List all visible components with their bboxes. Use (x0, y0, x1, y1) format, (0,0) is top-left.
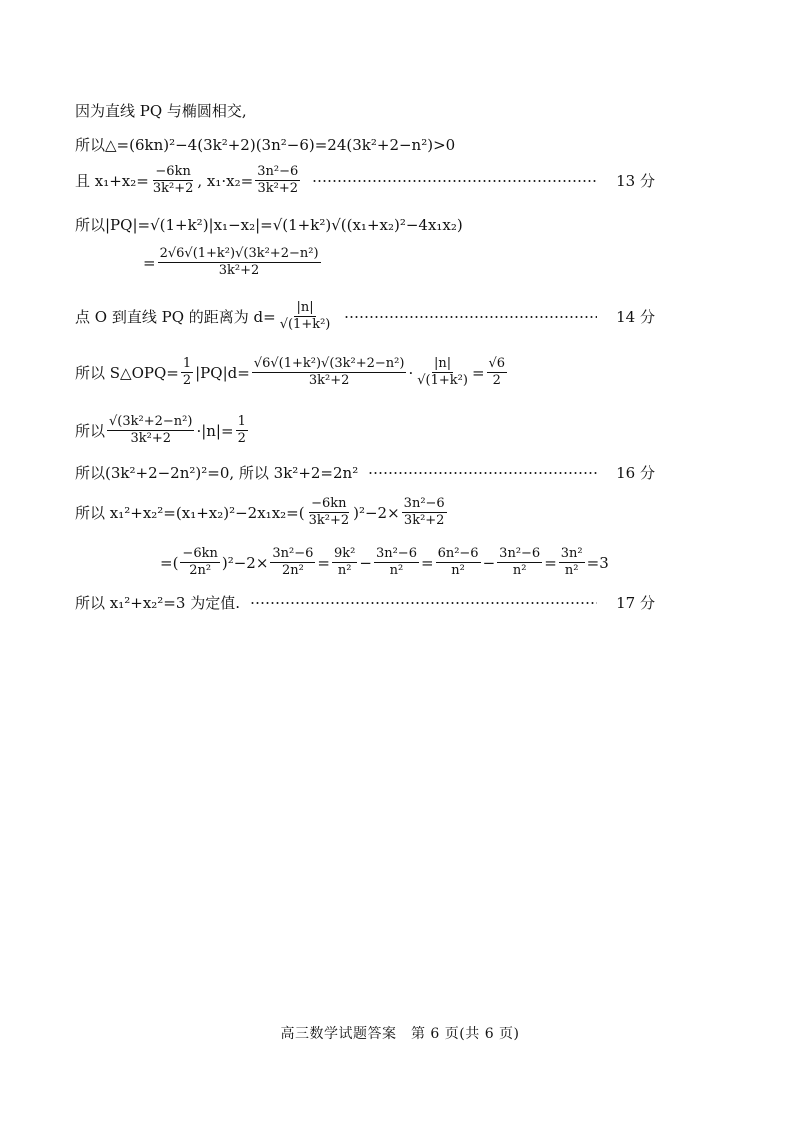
line-sum-squares-simplify: =( $\frac{-6kn}{\text{2n²}}$ )²−2× $\frac{\text{3n²−6}}{\text{2n²}}$ = $\frac{\text{9k²}}{\text{n²}}$ − $\frac{\text{3n²−6}}{\text{n²}}$ = $\frac{\text{6n²−6}}{\text{n²}}$ − $\frac{\text{3n²−6}}{\text{n²}}$ = $\frac{\text{3n²}}{\text{n²}}$ =3 (160, 546, 609, 579)
fraction: $\frac{\text{3n²−6}}{\text{n²}}$ (375, 546, 417, 579)
line-chord-length-result: = $\frac{\text{2√6√(1+k²)√(3k²+2−n²)}}{\text{3k²+2}}$ (143, 246, 319, 279)
fraction: $\frac{1}{2}$ (182, 356, 192, 389)
fraction: $\frac{\text{3n²−6}}{\text{n²}}$ (499, 546, 541, 579)
fraction: $\frac{-6kn}{\text{2n²}}$ (182, 546, 218, 579)
fraction: $\frac{\text{9k²}}{\text{n²}}$ (334, 546, 356, 579)
fraction: $\frac{\text{√6√(1+k²)√(3k²+2−n²)}}{\text{3k²+2}}$ (253, 356, 405, 389)
line-relation: 所以(3k²+2−2n²)²=0, 所以 3k²+2=2n² 16 分 (75, 464, 655, 482)
fraction: $\frac{1}{2}$ (237, 414, 246, 447)
dot-leader (250, 602, 597, 604)
line-chord-length: 所以|PQ|=√(1+k²)|x₁−x₂|=√(1+k²)√((x₁+x₂)²−4x₁x₂) (75, 216, 463, 234)
dot-leader (368, 472, 597, 474)
line-area-equation: 所以 $\frac{\text{√(3k²+2−n²)}}{\text{3k²+2}}$ ·|n|= $\frac{1}{2}$ (75, 414, 246, 447)
dot-leader (344, 316, 597, 318)
score-mark: 14 分 (616, 308, 655, 327)
fraction: $\frac{\text{6n²−6}}{\text{n²}}$ (437, 546, 479, 579)
fraction: $\frac{|n|}{\text{√(1+k²)}}$ (417, 356, 468, 389)
line-distance: 点 O 到直线 PQ 的距离为 d= $\frac{|n|}{\text{√(1+k²)}}$ 14 分 (75, 300, 655, 333)
fraction: $\frac{\text{3n²−6}}{\text{3k²+2}}$ (257, 164, 299, 197)
line-sum-squares: 所以 x₁²+x₂²=(x₁+x₂)²−2x₁x₂=( $\frac{-6kn}{\text{3k²+2}}$ )²−2× $\frac{\text{3n²−6}}{\text{3k²+2}}$ (75, 496, 445, 529)
score-mark: 17 分 (616, 594, 655, 612)
line-discriminant: 所以△=(6kn)²−4(3k²+2)(3n²−6)=24(3k²+2−n²)>0 (75, 136, 456, 154)
line-intersect: 因为直线 PQ 与椭圆相交, (75, 102, 247, 120)
page-footer: 高三数学试题答案 第 6 页(共 6 页) (280, 1026, 520, 1042)
fraction: $\frac{-6kn}{\text{3k²+2}}$ (152, 164, 194, 197)
fraction: $\frac{\text{3n²−6}}{\text{3k²+2}}$ (403, 496, 445, 529)
fraction: $\frac{\text{√(3k²+2−n²)}}{\text{3k²+2}}$ (109, 414, 193, 447)
score-mark: 13 分 (616, 172, 655, 191)
score-mark: 16 分 (616, 464, 655, 482)
dot-leader (312, 180, 597, 182)
fraction: $\frac{\text{3n²}}{\text{n²}}$ (560, 546, 583, 579)
fraction: $\frac{\text{2√6√(1+k²)√(3k²+2−n²)}}{\text{3k²+2}}$ (159, 246, 319, 279)
fraction: $\frac{\text{3n²−6}}{\text{2n²}}$ (272, 546, 314, 579)
fraction: $\frac{-6kn}{\text{3k²+2}}$ (308, 496, 350, 529)
line-vieta: 且 x₁+x₂= $\frac{-6kn}{\text{3k²+2}}$ , x₁·x₂= $\frac{\text{3n²−6}}{\text{3k²+2}}$ 13 分 (75, 164, 655, 197)
line-area: 所以 S△OPQ= $\frac{1}{2}$ |PQ|d= $\frac{\text{√6√(1+k²)√(3k²+2−n²)}}{\text{3k²+2}}$ · $\frac{|n|}{\text{√(1+k²)}}$ = $\frac{√6}{2}$ (75, 356, 506, 389)
fraction: $\frac{√6}{2}$ (488, 356, 506, 389)
fraction: $\frac{|n|}{\text{√(1+k²)}}$ (279, 300, 331, 333)
line-conclusion: 所以 x₁²+x₂²=3 为定值. 17 分 (75, 594, 655, 612)
